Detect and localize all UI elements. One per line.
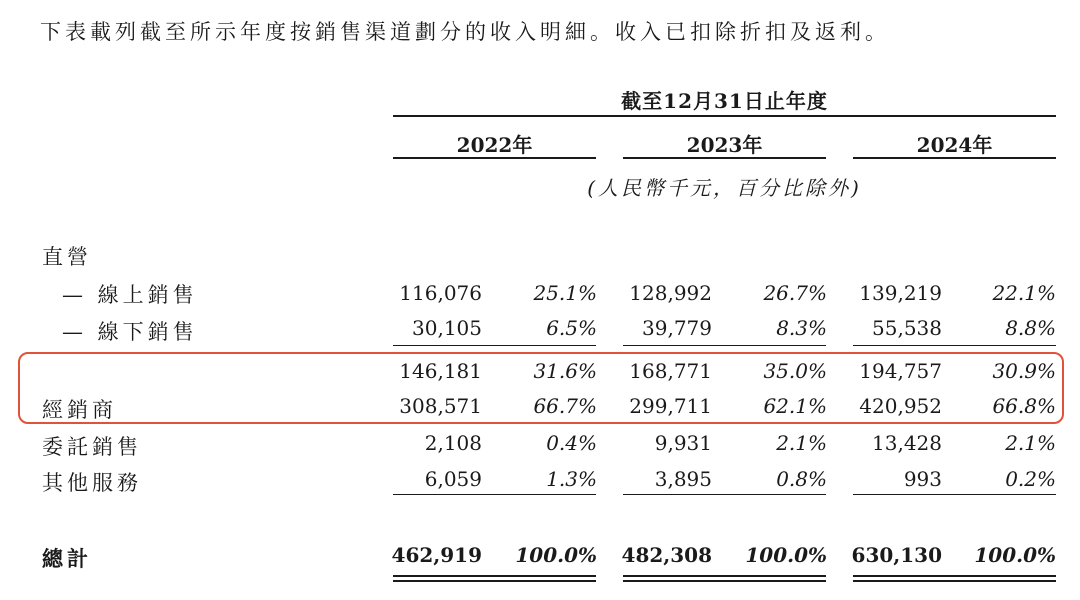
total-top-rule-2023: [623, 494, 826, 495]
intro-text: 下表載列截至所示年度按銷售渠道劃分的收入明細。收入已扣除折扣及返利。: [40, 20, 890, 44]
cell-distributors-2022-amount: 308,571: [399, 394, 482, 418]
cell-online-2023-amount: 128,992: [629, 281, 712, 305]
cell-other-2022-pct: 1.3%: [546, 467, 597, 491]
cell-online-2023-pct: 26.7%: [763, 281, 827, 305]
cell-total-2024-amount: 630,130: [851, 543, 942, 567]
year-2024-rule: [853, 157, 1056, 159]
cell-offline-2024-pct: 8.8%: [1005, 316, 1056, 340]
row-label-online: — 線上銷售: [62, 283, 198, 307]
cell-consignment-2024-amount: 13,428: [872, 431, 942, 455]
row-label-direct: 直營: [42, 245, 92, 269]
cell-total-2023-pct: 100.0%: [745, 543, 827, 567]
total-double-rule-2022-b: [393, 580, 596, 582]
subtotal-rule-2024: [853, 345, 1056, 346]
cell-online-2024-pct: 22.1%: [992, 281, 1056, 305]
cell-consignment-2024-pct: 2.1%: [1005, 431, 1056, 455]
cell-distributors-2022-pct: 66.7%: [533, 394, 597, 418]
row-label-distributors: 經銷商: [42, 398, 117, 422]
row-label-consignment: 委託銷售: [42, 435, 142, 459]
period-header-rule: [393, 115, 1056, 117]
cell-consignment-2022-amount: 2,108: [424, 431, 482, 455]
cell-distributors-2024-amount: 420,952: [859, 394, 942, 418]
cell-direct-subtotal-2023-pct: 35.0%: [763, 359, 827, 383]
cell-distributors-2024-pct: 66.8%: [992, 394, 1056, 418]
cell-distributors-2023-pct: 62.1%: [763, 394, 827, 418]
cell-direct-subtotal-2023-amount: 168,771: [629, 359, 712, 383]
cell-consignment-2022-pct: 0.4%: [546, 431, 597, 455]
cell-offline-2022-pct: 6.5%: [546, 316, 597, 340]
cell-direct-subtotal-2022-amount: 146,181: [399, 359, 482, 383]
cell-offline-2023-amount: 39,779: [642, 316, 712, 340]
subtotal-rule-2022: [393, 345, 596, 346]
cell-other-2023-pct: 0.8%: [776, 467, 827, 491]
cell-other-2024-pct: 0.2%: [1005, 467, 1056, 491]
total-top-rule-2024: [853, 494, 1056, 495]
total-top-rule-2022: [393, 494, 596, 495]
period-header: 截至12月31日止年度: [621, 89, 828, 113]
year-2022-rule: [393, 157, 596, 159]
unit-note: (人民幣千元，百分比除外): [587, 176, 862, 200]
total-double-rule-2024-a: [853, 575, 1056, 577]
year-2022-header: 2022年: [456, 133, 533, 157]
year-2024-header: 2024年: [916, 133, 993, 157]
cell-direct-subtotal-2022-pct: 31.6%: [533, 359, 597, 383]
cell-total-2022-pct: 100.0%: [515, 543, 597, 567]
cell-consignment-2023-amount: 9,931: [654, 431, 712, 455]
cell-other-2022-amount: 6,059: [424, 467, 482, 491]
cell-distributors-2023-amount: 299,711: [629, 394, 712, 418]
year-2023-rule: [623, 157, 826, 159]
year-2023-header: 2023年: [686, 133, 763, 157]
cell-total-2022-amount: 462,919: [391, 543, 482, 567]
cell-direct-subtotal-2024-amount: 194,757: [859, 359, 942, 383]
cell-offline-2023-pct: 8.3%: [776, 316, 827, 340]
cell-offline-2024-amount: 55,538: [872, 316, 942, 340]
cell-online-2022-pct: 25.1%: [533, 281, 597, 305]
cell-online-2024-amount: 139,219: [859, 281, 942, 305]
row-label-other-services: 其他服務: [42, 471, 142, 495]
total-double-rule-2024-b: [853, 580, 1056, 582]
cell-online-2022-amount: 116,076: [399, 281, 482, 305]
cell-other-2024-amount: 993: [903, 467, 942, 491]
highlight-box: [18, 352, 1064, 424]
total-double-rule-2022-a: [393, 575, 596, 577]
row-label-offline: — 線下銷售: [62, 320, 198, 344]
subtotal-rule-2023: [623, 345, 826, 346]
total-double-rule-2023-b: [623, 580, 826, 582]
row-label-total: 總計: [42, 546, 92, 571]
cell-offline-2022-amount: 30,105: [412, 316, 482, 340]
cell-direct-subtotal-2024-pct: 30.9%: [992, 359, 1056, 383]
total-double-rule-2023-a: [623, 575, 826, 577]
cell-other-2023-amount: 3,895: [654, 467, 712, 491]
cell-total-2023-amount: 482,308: [621, 543, 712, 567]
cell-consignment-2023-pct: 2.1%: [776, 431, 827, 455]
cell-total-2024-pct: 100.0%: [974, 543, 1056, 567]
